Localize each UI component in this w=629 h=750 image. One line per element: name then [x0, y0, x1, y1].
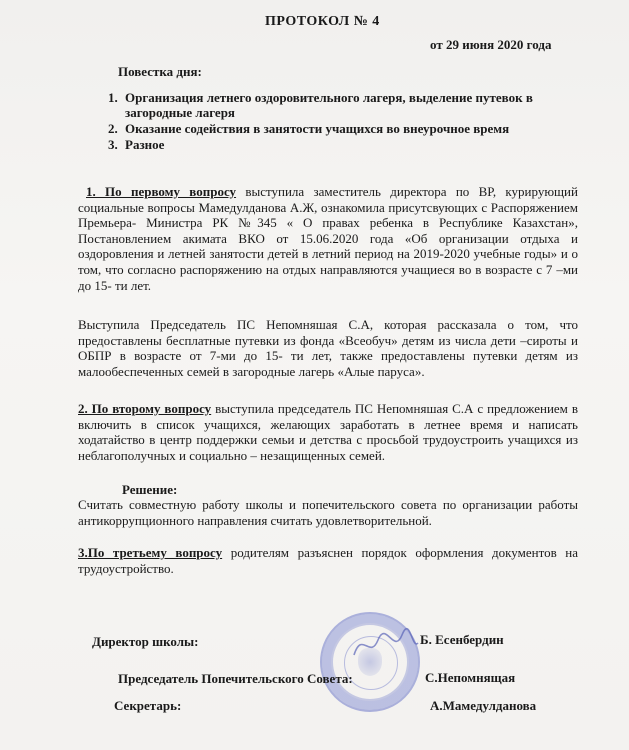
question-1-text: выступила заместитель директора по ВР, курирующий социальные вопросы Мамедулданова А.Ж, ознакомила присутсвующих с Распоряжением Премьера- Министра РК №345 « О правах ребенка в Республике Казахстан», Постановлением акимата ВКО от 15.06.2020 года «Об организации отдыха и оздоровления и летней занятости детей в летний период на 2019-2020 учебные годы» и о том, что согласно распоряжению на отдых направляются учащиеся во в возрасте с 7 –ми до 15- ти лет.	[78, 184, 578, 293]
question-1-speaker-text: Выступила Председатель ПС Непомняшая С.А, которая рассказала о том, что предоставлены бесплатные путевки из фонда «Всеобуч» детям из числа дети –сироты и ОБПР в возрасте от 7-ми до 15- ти лет, также предоставлены путевки детям из малообеспеченных семей в загородные лагерь «Алые паруса».	[78, 317, 578, 379]
signature-role: Директор школы:	[92, 634, 199, 649]
agenda-list	[108, 90, 578, 153]
question-1-lead: 1. По первому вопросу	[86, 184, 237, 199]
agenda-item-number: 1.	[108, 90, 118, 105]
agenda-item-text: Разное	[125, 137, 165, 152]
agenda-item-number: 3.	[108, 137, 118, 152]
agenda-item-text: Оказание содействия в занятости учащихся во внеурочное время	[125, 121, 510, 136]
agenda-heading: Повестка дня:	[118, 64, 202, 79]
signature-name: С.Непомнящая	[425, 670, 516, 685]
agenda-item	[108, 90, 578, 120]
question-3-lead: 3.По третьему вопросу	[78, 545, 223, 560]
agenda-item-number: 2.	[108, 121, 118, 136]
signature-role: Секретарь:	[114, 698, 182, 713]
agenda-item-text: Организация летнего оздоровительного лагеря, выделение путевок в загородные лагеря	[125, 90, 533, 120]
question-1-speaker-paragraph	[78, 317, 578, 379]
decision-text: Считать совместную работу школы и попечительского совета по организации работы антикоррупционного направления считать удовлетворительной.	[78, 497, 578, 528]
question-2-lead: 2. По второму вопросу	[78, 401, 212, 416]
protocol-title: ПРОТОКОЛ № 4	[265, 14, 380, 29]
question-3-paragraph	[78, 545, 578, 576]
protocol-date: от 29 июня 2020 года	[430, 37, 552, 52]
question-2-text: выступила председатель ПС Непомняшая С.А с предложением в включить в список учащихся, желающих заработать в летнее время и написать ходатайство в центр поддержки семьи и детства с просьбой трудоустроить учащихся из неблагополучных и социально – незащищенных семей.	[78, 401, 578, 463]
signature-name: А.Мамедулданова	[430, 698, 537, 713]
signature-name: Б. Есенбердин	[420, 632, 504, 647]
handwritten-signature-icon	[350, 625, 420, 665]
question-1-paragraph	[78, 184, 578, 293]
agenda-item	[108, 137, 578, 152]
question-2-paragraph	[78, 401, 578, 463]
decision-heading: Решение:	[122, 482, 178, 497]
question-3-text: родителям разъяснен порядок оформления документов на трудоустройство.	[78, 545, 578, 576]
signature-role: Председатель Попечительского Совета:	[118, 671, 353, 686]
agenda-item	[108, 121, 578, 136]
